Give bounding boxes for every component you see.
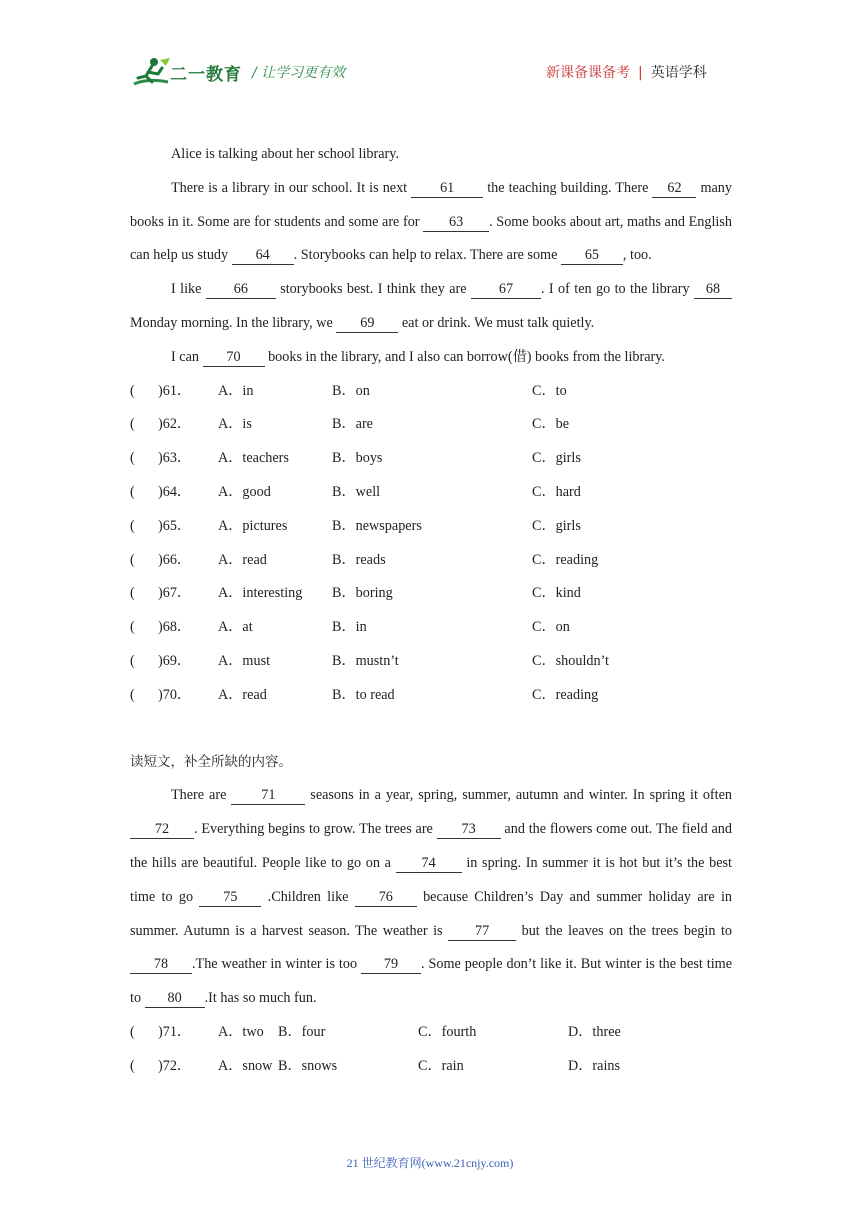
passage1-intro: Alice is talking about her school library. — [171, 146, 399, 162]
answer-blank-67[interactable]: 67 — [471, 280, 541, 299]
answer-parenthesis[interactable]: ( — [130, 1057, 135, 1074]
running-figure-icon — [130, 56, 174, 90]
answer-parenthesis[interactable]: ( — [130, 416, 135, 433]
question-number: )67． — [158, 585, 192, 602]
question-number: )70． — [158, 686, 192, 703]
question-row — [130, 442, 732, 476]
header-course-label: 新课备课备考 — [546, 65, 630, 81]
option-b[interactable]: B．mustn’t — [332, 652, 399, 669]
option-c[interactable]: C．reading — [532, 686, 599, 703]
question-row — [130, 577, 732, 611]
option-c[interactable]: C．reading — [532, 551, 599, 568]
questions-61-70 — [130, 375, 732, 713]
question-row — [130, 510, 732, 544]
option-a[interactable]: A．is — [218, 416, 252, 433]
header-subject-label: 英语学科 — [650, 65, 707, 81]
option-c[interactable]: C．rain — [418, 1057, 464, 1074]
answer-blank-69[interactable]: 69 — [336, 314, 398, 333]
option-a[interactable]: A．good — [218, 483, 271, 500]
option-b[interactable]: B．on — [332, 382, 370, 399]
question-row — [130, 375, 732, 409]
answer-blank-66[interactable]: 66 — [206, 280, 276, 299]
answer-parenthesis[interactable]: ( — [130, 483, 135, 500]
option-c[interactable]: C．fourth — [418, 1023, 477, 1040]
option-b[interactable]: B．well — [332, 483, 381, 500]
option-d[interactable]: D．rains — [568, 1057, 621, 1074]
document-body — [130, 138, 732, 1084]
question-row — [130, 1016, 732, 1050]
answer-parenthesis[interactable]: ( — [130, 1023, 135, 1040]
option-a[interactable]: A．interesting — [218, 585, 303, 602]
option-c[interactable]: C．to — [532, 382, 567, 399]
option-c[interactable]: C．on — [532, 619, 570, 636]
option-a[interactable]: A．read — [218, 551, 267, 568]
option-b[interactable]: B．boring — [332, 585, 393, 602]
answer-blank-65[interactable]: 65 — [561, 246, 623, 265]
answer-parenthesis[interactable]: ( — [130, 686, 135, 703]
option-a[interactable]: A．two — [218, 1023, 264, 1040]
answer-parenthesis[interactable]: ( — [130, 517, 135, 534]
option-c[interactable]: C．girls — [532, 517, 581, 534]
header-subject — [546, 62, 707, 82]
answer-blank-63[interactable]: 63 — [423, 213, 489, 232]
answer-blank-77[interactable]: 77 — [448, 922, 516, 941]
answer-blank-71[interactable]: 71 — [231, 786, 305, 805]
question-row — [130, 1050, 732, 1084]
question-row — [130, 679, 732, 713]
option-d[interactable]: D．three — [568, 1023, 621, 1040]
option-c[interactable]: C．girls — [532, 450, 581, 467]
answer-parenthesis[interactable]: ( — [130, 652, 135, 669]
option-a[interactable]: A．teachers — [218, 450, 289, 467]
option-c[interactable]: C．kind — [532, 585, 581, 602]
question-number: )62． — [158, 416, 192, 433]
answer-parenthesis[interactable]: ( — [130, 551, 135, 568]
slogan: / 让学习更有效 — [252, 65, 346, 81]
answer-parenthesis[interactable]: ( — [130, 450, 135, 467]
option-b[interactable]: B．in — [332, 619, 367, 636]
question-row — [130, 544, 732, 578]
question-number: )72． — [158, 1057, 192, 1074]
option-c[interactable]: C．hard — [532, 483, 581, 500]
passage1-paragraph-1: There is a library in our school. It is next 61 the teaching building. There 62 many books in it. Some are for students and some are for 63 . Some books about art, maths and English can help us study 64 . Storybooks can help to relax. There are some 65 , too. — [130, 179, 732, 264]
question-row — [130, 611, 732, 645]
answer-blank-79[interactable]: 79 — [361, 955, 421, 974]
answer-parenthesis[interactable]: ( — [130, 585, 135, 602]
answer-blank-62[interactable]: 62 — [652, 179, 696, 198]
option-a[interactable]: A．in — [218, 382, 254, 399]
logo — [130, 56, 240, 90]
option-b[interactable]: B．reads — [332, 551, 386, 568]
answer-parenthesis[interactable]: ( — [130, 619, 135, 636]
header-separator: | — [638, 65, 643, 81]
logo-text: 二一教育 — [170, 65, 242, 85]
option-c[interactable]: C．shouldn’t — [532, 652, 609, 669]
option-b[interactable]: B．to read — [332, 686, 395, 703]
option-a[interactable]: A．pictures — [218, 517, 288, 534]
questions-71-72 — [130, 1016, 732, 1084]
passage1-paragraph-2: I like 66 storybooks best. I think they are 67 . I of ten go to the library 68 Monday morning. In the library, we 69 eat or drink. We must talk quietly. — [130, 273, 732, 341]
passage2-paragraph-1: There are 71 seasons in a year, spring, summer, autumn and winter. In spring it often 72 . Everything begins to grow. The trees are 73 and the flowers come out. The field and the hills are beautiful. People like to go on a 74 in spring. In summer it is hot but it’s the best time to go 75 .Children like 76 because Children’s Day and summer holiday are in summer. Autumn is a harvest season. The weather is 77 but the leaves on the trees begin to 78 .The weather in winter is too 79 . Some people don’t like it. But winter is the best time to 80 .It has so much fun. — [130, 787, 732, 1007]
answer-blank-70[interactable]: 70 — [203, 348, 265, 367]
section-heading: 读短文，补全所缺的内容。 — [130, 753, 292, 770]
answer-blank-75[interactable]: 75 — [199, 888, 261, 907]
question-number: )68． — [158, 619, 192, 636]
answer-blank-68[interactable]: 68 — [694, 280, 732, 299]
question-number: )61． — [158, 382, 192, 399]
option-b[interactable]: B．four — [278, 1023, 326, 1040]
question-row — [130, 645, 732, 679]
answer-blank-74[interactable]: 74 — [396, 854, 462, 873]
question-number: )69． — [158, 652, 192, 669]
question-number: )64． — [158, 483, 192, 500]
option-b[interactable]: B．newspapers — [332, 517, 422, 534]
page-header — [0, 0, 860, 110]
option-b[interactable]: B．are — [332, 416, 373, 433]
option-a[interactable]: A．read — [218, 686, 267, 703]
answer-blank-76[interactable]: 76 — [355, 888, 417, 907]
answer-blank-64[interactable]: 64 — [232, 246, 294, 265]
answer-parenthesis[interactable]: ( — [130, 382, 135, 399]
option-a[interactable]: A．snow — [218, 1057, 273, 1074]
answer-blank-73[interactable]: 73 — [437, 820, 501, 839]
question-number: )71． — [158, 1023, 192, 1040]
passage1-paragraph-3: I can 70 books in the library, and I also can borrow(借) books from the library. — [171, 348, 665, 365]
option-a[interactable]: A．must — [218, 652, 271, 669]
answer-blank-61[interactable]: 61 — [411, 179, 483, 198]
option-c[interactable]: C．be — [532, 416, 570, 433]
page-footer: 21 世纪教育网(www.21cnjy.com) — [346, 1156, 514, 1170]
question-row — [130, 408, 732, 442]
option-b[interactable]: B．boys — [332, 450, 383, 467]
option-b[interactable]: B．snows — [278, 1057, 338, 1074]
option-a[interactable]: A．at — [218, 619, 253, 636]
answer-blank-72[interactable]: 72 — [130, 820, 194, 839]
question-number: )63． — [158, 450, 192, 467]
answer-blank-80[interactable]: 80 — [145, 989, 205, 1008]
question-number: )65． — [158, 517, 192, 534]
question-row — [130, 476, 732, 510]
answer-blank-78[interactable]: 78 — [130, 955, 192, 974]
question-number: )66． — [158, 551, 192, 568]
